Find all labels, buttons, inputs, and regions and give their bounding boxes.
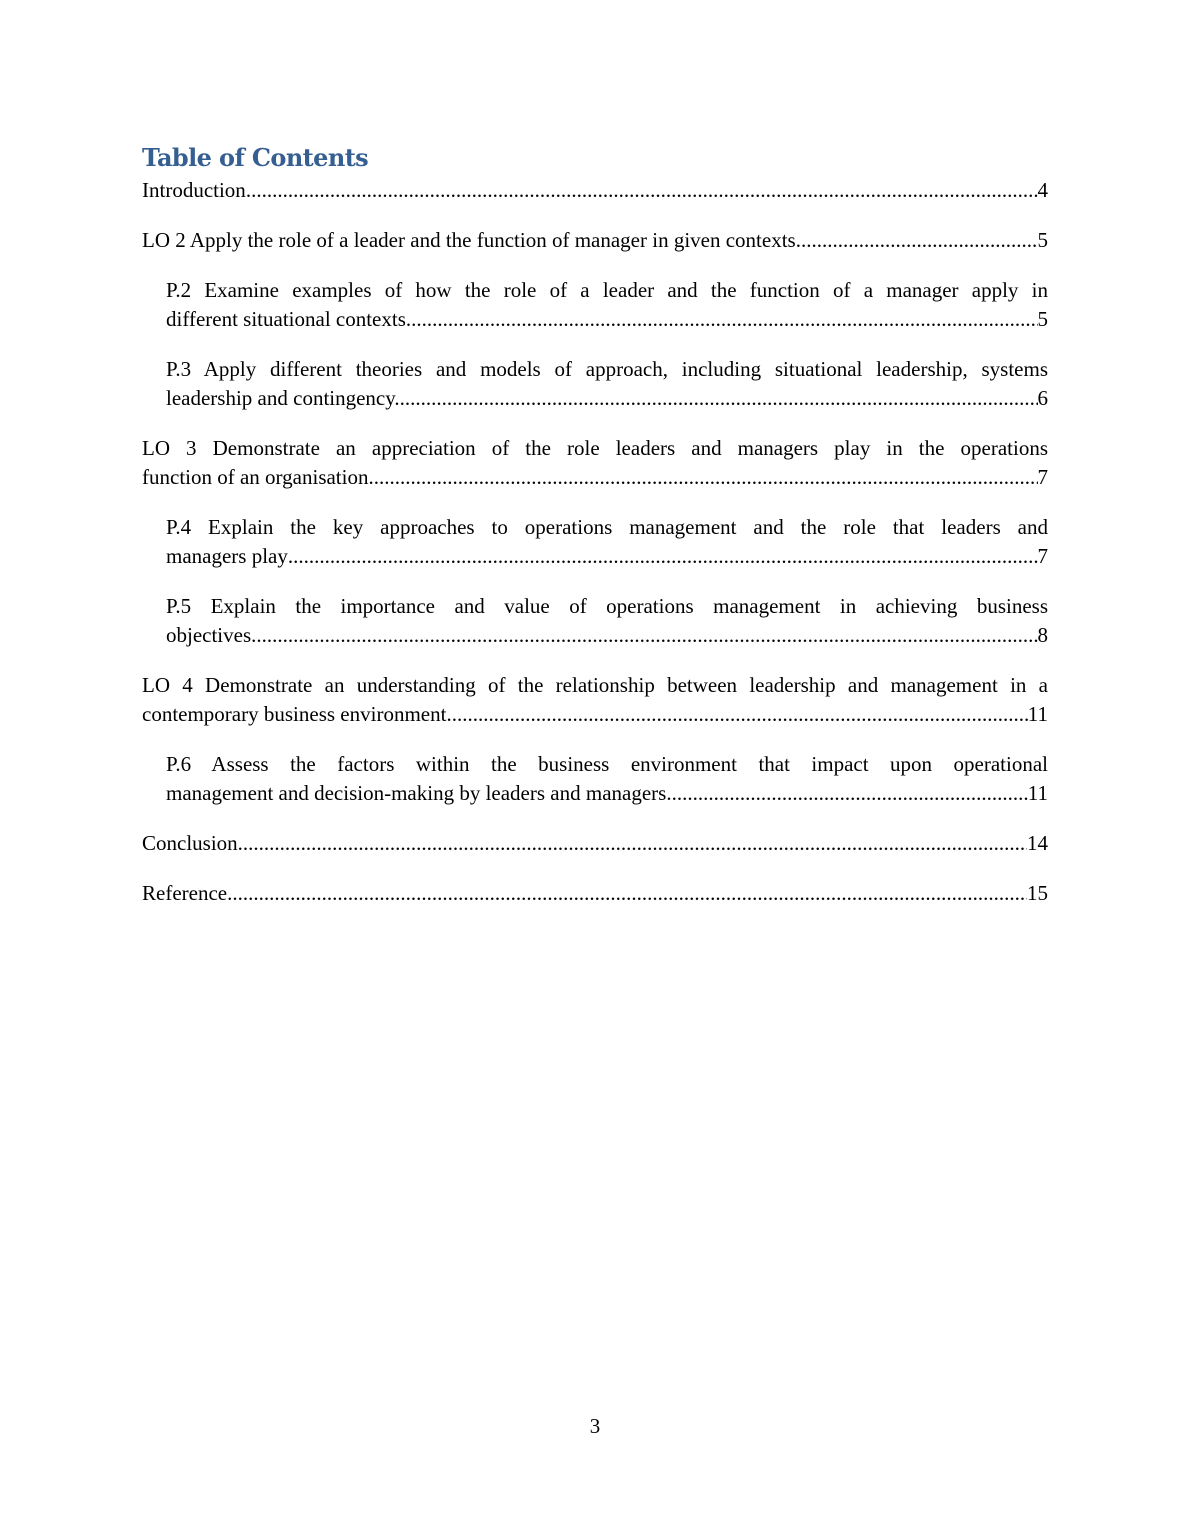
toc-entry[interactable] [142, 176, 1048, 205]
toc-entry-title: LO 2 Apply the role of a leader and the function of manager in given contexts [142, 228, 796, 252]
toc-entry-page-number: 7 [1037, 465, 1048, 489]
toc-entry-title: objectives [166, 623, 252, 647]
toc-entry-page-number: 11 [1027, 702, 1048, 726]
toc-entry-leader-line [142, 176, 1048, 205]
toc-entry-page-number: 5 [1037, 228, 1048, 252]
toc-entry-leader-line [142, 829, 1048, 858]
page-number: 3 [589, 1414, 601, 1438]
toc-entry-leader-line [166, 305, 1048, 334]
table-of-contents [142, 140, 1048, 929]
toc-entry-title: Introduction [142, 178, 246, 202]
toc-entry[interactable] [166, 276, 1048, 334]
toc-entry[interactable] [142, 879, 1048, 908]
toc-dot-leader [246, 176, 1038, 205]
toc-dot-leader [400, 384, 1038, 413]
toc-entry-page-number: 6 [1037, 386, 1048, 410]
toc-entry-page-number: 14 [1027, 831, 1048, 855]
toc-entry-title: leadership and contingency. [166, 386, 400, 410]
toc-entry-title: Reference [142, 881, 228, 905]
toc-entry-title: function of an organisation. [142, 465, 374, 489]
toc-entry-title: different situational contexts [166, 307, 406, 331]
toc-dot-leader [666, 779, 1027, 808]
toc-dot-leader [227, 879, 1027, 908]
toc-dot-leader [374, 463, 1038, 492]
toc-entry-title-first-line: LO 3 Demonstrate an appreciation of the role leaders and managers play in the operations [142, 436, 1048, 460]
toc-entry-title: Conclusion [142, 831, 238, 855]
toc-heading: Table of Contents [142, 143, 369, 172]
toc-entry[interactable] [142, 434, 1048, 492]
toc-entry-leader-line [142, 463, 1048, 492]
toc-entry-page-number: 7 [1037, 544, 1048, 568]
toc-entry[interactable] [166, 355, 1048, 413]
toc-dot-leader [446, 700, 1027, 729]
toc-entry-leader-line [142, 700, 1048, 729]
toc-entry-title: contemporary business environment [142, 702, 447, 726]
toc-entry[interactable] [142, 226, 1048, 255]
toc-dot-leader [288, 542, 1038, 571]
toc-entry-title-first-line: P.5 Explain the importance and value of operations management in achieving business [166, 594, 1048, 618]
toc-dot-leader [251, 621, 1037, 650]
toc-entry-title-first-line: P.6 Assess the factors within the business environment that impact upon operational [166, 752, 1048, 776]
toc-entry-title-first-line: P.3 Apply different theories and models of approach, including situational leadership, systems [166, 357, 1048, 381]
toc-dot-leader [406, 305, 1038, 334]
toc-dot-leader [796, 226, 1038, 255]
toc-entries [142, 176, 1048, 908]
toc-entry-page-number: 5 [1037, 307, 1048, 331]
toc-entry[interactable] [166, 513, 1048, 571]
toc-entry[interactable] [142, 671, 1048, 729]
toc-entry-title: management and decision-making by leaders and managers [166, 781, 667, 805]
toc-entry-page-number: 4 [1037, 178, 1048, 202]
toc-entry[interactable] [166, 750, 1048, 808]
toc-entry-leader-line [166, 779, 1048, 808]
toc-entry-page-number: 11 [1027, 781, 1048, 805]
toc-entry-title: managers play [166, 544, 288, 568]
toc-entry[interactable] [166, 592, 1048, 650]
toc-entry-leader-line [166, 542, 1048, 571]
toc-entry-leader-line [142, 879, 1048, 908]
toc-entry-leader-line [166, 384, 1048, 413]
toc-entry-title-first-line: P.2 Examine examples of how the role of a leader and the function of a manager apply in [166, 278, 1048, 302]
toc-entry-page-number: 8 [1037, 623, 1048, 647]
toc-entry-title-first-line: P.4 Explain the key approaches to operations management and the role that leaders and [166, 515, 1048, 539]
toc-entry-leader-line [166, 621, 1048, 650]
toc-entry-title-first-line: LO 4 Demonstrate an understanding of the relationship between leadership and management in a [142, 673, 1048, 697]
toc-dot-leader [238, 829, 1027, 858]
toc-entry-leader-line [142, 226, 1048, 255]
toc-entry[interactable] [142, 829, 1048, 858]
toc-entry-page-number: 15 [1027, 881, 1048, 905]
